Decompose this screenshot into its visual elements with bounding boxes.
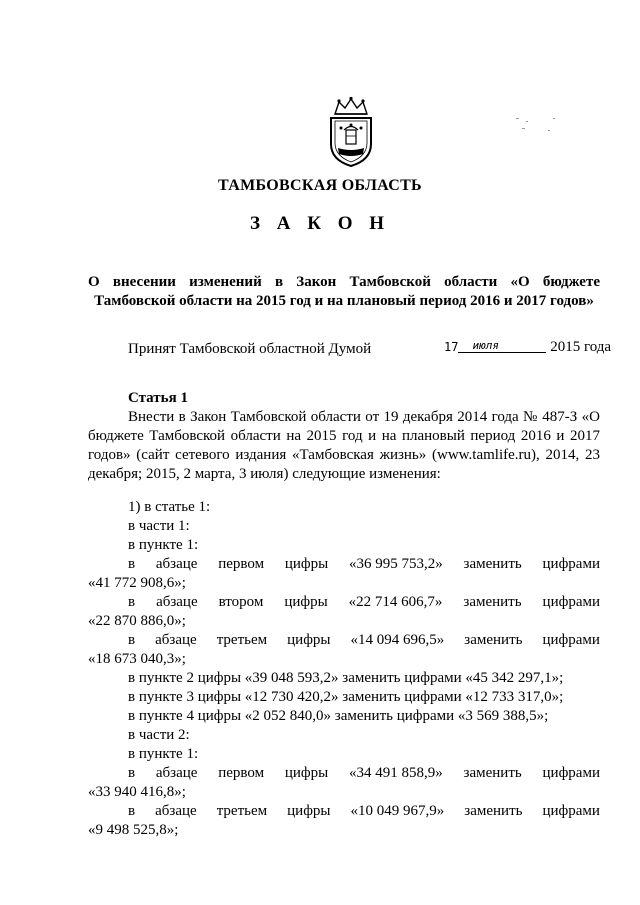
list-item xyxy=(88,802,600,821)
word: первом xyxy=(218,765,265,781)
word: абзаце xyxy=(155,632,197,648)
word: заменить xyxy=(464,632,523,648)
list-item-continuation: «22 870 886,0»; xyxy=(88,613,186,629)
word: цифрами xyxy=(542,632,600,648)
word: цифрами xyxy=(542,594,600,610)
list-item: в пункте 3 цифры «12 730 420,2» заменить цифрами «12 733 317,0»; xyxy=(128,689,564,705)
word: цифрами xyxy=(542,556,600,572)
word: заменить xyxy=(464,803,523,819)
article-intro-text: Внести в Закон Тамбовской области от 19 декабря 2014 года № 487-З «О бюджете Тамбовской области на 2015 год и на плановый период 2016 и 2017 годов» (сайт сетевого издания «Тамбовская жизнь» (www.tamlife.ru), 2014, 23 декабря; 2015, 2 марта, 3 июля) следующие изменения: xyxy=(88,409,600,482)
law-subject-line: Тамбовской области на 2015 год и на плановый период 2016 и 2017 годов» xyxy=(94,293,594,309)
word: цифры xyxy=(284,765,329,781)
list-item: в пункте 4 цифры «2 052 840,0» заменить цифрами «3 569 388,5»; xyxy=(128,708,549,724)
word: третьем xyxy=(216,803,268,819)
word: «34 491 858,9» xyxy=(349,765,443,781)
word: цифрами xyxy=(542,765,600,781)
word: втором xyxy=(218,594,264,610)
list-item: в пункте 1: xyxy=(128,746,199,762)
scan-speck xyxy=(553,118,555,119)
tambov-coat-of-arms-icon xyxy=(321,96,381,168)
word: третьем xyxy=(216,632,268,648)
adoption-year: 2015 года xyxy=(550,339,612,355)
list-item xyxy=(88,631,600,650)
word: заменить xyxy=(463,765,522,781)
word: цифры xyxy=(287,803,331,819)
list-item: в части 2: xyxy=(128,727,190,743)
list-item: 1) в статье 1: xyxy=(128,499,211,515)
word: абзаце xyxy=(155,803,197,819)
word: «22 714 606,7» xyxy=(348,594,443,610)
scan-speck xyxy=(548,130,550,131)
word: абзаце xyxy=(155,556,198,572)
word: в xyxy=(128,556,136,572)
list-item: в пункте 1: xyxy=(128,537,199,553)
word: первом xyxy=(218,556,265,572)
word: абзаце xyxy=(155,765,198,781)
word: заменить xyxy=(463,556,522,572)
date-underline xyxy=(458,339,546,353)
word: цифры xyxy=(287,632,331,648)
list-item-continuation: «41 772 908,6»; xyxy=(88,575,186,591)
law-subject xyxy=(88,273,600,311)
scan-speck xyxy=(516,118,519,119)
adoption-label: Принят Тамбовской областной Думой xyxy=(128,341,372,357)
word: абзаце xyxy=(156,594,198,610)
word: в xyxy=(128,594,136,610)
word: цифры xyxy=(284,594,328,610)
word: цифры xyxy=(284,556,329,572)
word: «14 094 696,5» xyxy=(350,632,445,648)
list-item-continuation: «33 940 416,8»; xyxy=(88,784,186,800)
list-item-continuation: «9 498 525,8»; xyxy=(88,822,179,838)
scan-speck xyxy=(522,128,525,129)
list-item: в части 1: xyxy=(128,518,190,534)
document-type-title: З А К О Н xyxy=(249,213,391,234)
list-item xyxy=(88,555,600,574)
list-item xyxy=(88,593,600,612)
word: «10 049 967,9» xyxy=(350,803,445,819)
adoption-date xyxy=(444,339,611,356)
article-title: Статья 1 xyxy=(128,390,188,406)
adoption-day: 17 xyxy=(444,340,459,354)
region-title: ТАМБОВСКАЯ ОБЛАСТЬ xyxy=(218,177,422,194)
word: в xyxy=(128,765,136,781)
amendments-list xyxy=(88,498,600,840)
scan-speck xyxy=(526,121,528,122)
adoption-month: июля xyxy=(472,339,499,352)
word: «36 995 753,2» xyxy=(349,556,443,572)
law-subject-line: О внесении изменений в Закон Тамбовской области «О бюджете xyxy=(88,274,600,290)
word: цифрами xyxy=(542,803,600,819)
word: в xyxy=(128,803,136,819)
article-intro xyxy=(88,408,600,484)
word: заменить xyxy=(463,594,522,610)
list-item xyxy=(88,764,600,783)
list-item-continuation: «18 673 040,3»; xyxy=(88,651,186,667)
word: в xyxy=(128,632,136,648)
list-item: в пункте 2 цифры «39 048 593,2» заменить цифрами «45 342 297,1»; xyxy=(128,670,564,686)
